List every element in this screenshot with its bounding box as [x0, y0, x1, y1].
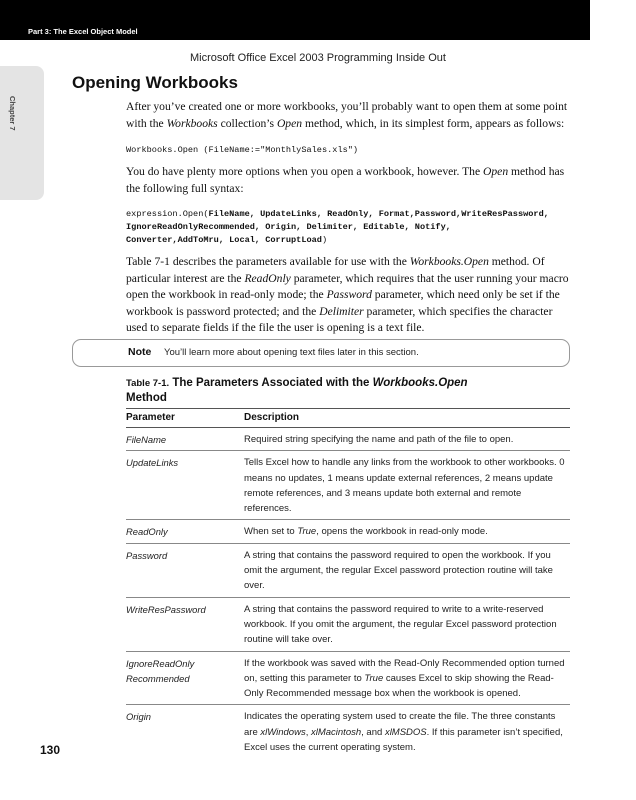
- parameter-name: Origin: [126, 711, 152, 723]
- table-row: [126, 428, 570, 451]
- column-header-parameter: Parameter: [126, 412, 175, 423]
- parameter-description: A string that contains the password required to write to a write-reserved workbook. If you omit the argument, the regular Excel password protection routine will take over.: [244, 603, 557, 646]
- parameter-description: Indicates the operating system used to create the file. The three constants are xlWindows, xlMacintosh, and xlMSDOS. If this parameter isn’t specified, Excel uses the current operating system.: [244, 711, 563, 754]
- parameter-description: Tells Excel how to handle any links from the workbook to other workbooks. 0 means no updates, 1 means update external references, 2 means update remote references, and 3 means update both external and remote references.: [244, 457, 565, 515]
- note-text: You’ll learn more about opening text files later in this section.: [164, 347, 419, 358]
- part-header-bar: [0, 0, 600, 40]
- table-row: [126, 652, 570, 706]
- code-full-syntax: expression.Open(FileName, UpdateLinks, ReadOnly, Format,Password,WriteResPassword, IgnoreReadOnlyRecommended, Origin, Delimiter, Editable, Notify, Converter,AddToMru, Local, CorruptLoad): [126, 209, 549, 245]
- note-label: Note: [128, 346, 152, 358]
- parameters-table: [126, 408, 570, 758]
- table-row: [126, 520, 570, 543]
- parameter-name: FileName: [126, 434, 167, 445]
- table-caption: Table 7-1. The Parameters Associated with the Workbooks.Open Method: [126, 377, 468, 404]
- parameter-name: UpdateLinks: [126, 457, 179, 469]
- chapter-tab: [0, 66, 44, 200]
- table-row: [126, 544, 570, 598]
- parameter-name: WriteResPassword: [126, 603, 206, 615]
- parameter-name: IgnoreReadOnly Recommended: [126, 657, 195, 684]
- parameter-description: When set to True, opens the workbook in read-only mode.: [244, 526, 488, 538]
- table-row: [126, 705, 570, 758]
- table-header-row: [126, 408, 570, 428]
- syntax-paragraph: You do have plenty more options when you open a workbook, however. The Open method has the following full syntax:: [126, 165, 565, 195]
- intro-paragraph: After you’ve created one or more workbooks, you’ll probably want to open them at some point with the Workbooks collection’s Open method, which, in its simplest form, appears as follows:: [126, 100, 568, 130]
- parameter-name: Password: [126, 549, 168, 561]
- header-bar-notch: [590, 0, 636, 40]
- parameter-description: Required string specifying the name and path of the file to open.: [244, 434, 514, 445]
- table-row: [126, 451, 570, 520]
- parameter-description: A string that contains the password required to open the workbook. If you omit the argument, the regular Excel password protection routine will take over.: [244, 549, 553, 592]
- table-row: [126, 598, 570, 652]
- section-heading: Opening Workbooks: [72, 73, 238, 92]
- part-title: Part 3: The Excel Object Model: [28, 27, 138, 36]
- page-number: 130: [40, 743, 61, 757]
- book-title: Microsoft Office Excel 2003 Programming Inside Out: [190, 52, 446, 64]
- note-box: [72, 339, 570, 367]
- chapter-tab-label: Chapter 7: [8, 96, 17, 131]
- code-simple-open: Workbooks.Open (FileName:="MonthlySales.xls"): [126, 145, 359, 155]
- description-paragraph: Table 7-1 describes the parameters available for use with the Workbooks.Open method. Of particular interest are the ReadOnly parameter, which requires that the user running your macro open the workbook in read-only mode; the Password parameter, which need only be set if the workbook is password protected; and the Delimiter parameter, which specifies the character used to separate fields if the file the user is opening is a text file.: [126, 255, 569, 334]
- parameter-name: ReadOnly: [126, 526, 168, 538]
- parameter-description: If the workbook was saved with the Read-Only Recommended option turned on, setting this parameter to True causes Excel to skip showing the Read-Only Recommended message box when the workbook is opened.: [244, 657, 565, 700]
- column-header-description: Description: [244, 412, 300, 423]
